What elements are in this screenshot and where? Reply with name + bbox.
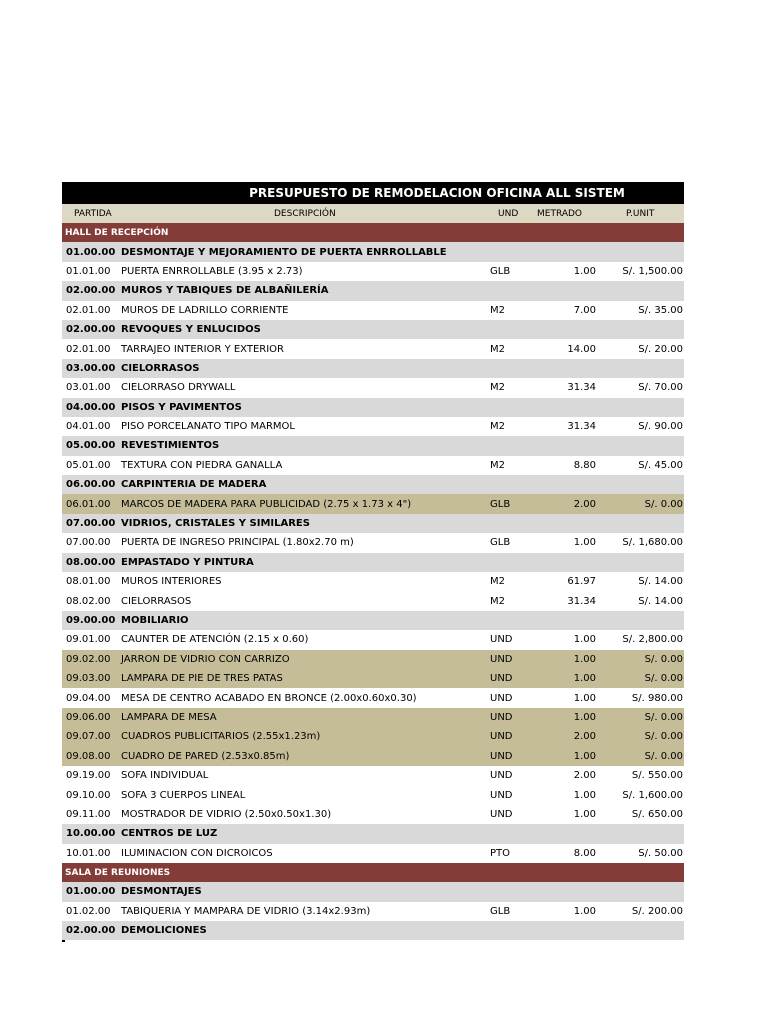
table-row xyxy=(62,747,684,766)
und-cell: UND xyxy=(490,750,513,762)
descripcion-cell: CIELORRASO DRYWALL xyxy=(121,382,236,394)
metrado-cell: 1.00 xyxy=(573,905,596,917)
partida-cell: SALA DE REUNIONES xyxy=(65,867,171,878)
partida-cell: 06.00.00 xyxy=(66,479,116,491)
descripcion-cell: CUADROS PUBLICITARIOS (2.55x1.23m) xyxy=(121,731,321,743)
sheet-title: PRESUPUESTO DE REMODELACION OFICINA ALL SISTEM xyxy=(249,186,625,200)
descripcion-cell: LAMPARA DE MESA xyxy=(121,711,217,723)
table-row xyxy=(62,669,684,688)
und-cell: UND xyxy=(490,808,513,820)
descripcion-cell: CIELORRASOS xyxy=(121,362,200,374)
descripcion-cell: ILUMINACION CON DICROICOS xyxy=(121,847,273,859)
descripcion-cell: TABIQUERIA Y MAMPARA DE VIDRIO (3.14x2.93m) xyxy=(121,905,371,917)
metrado-cell: 2.00 xyxy=(573,731,596,743)
partida-cell: 04.00.00 xyxy=(66,401,116,413)
group-row xyxy=(62,514,684,533)
und-cell: UND xyxy=(490,770,513,782)
punit-cell: S/. 650.00 xyxy=(631,808,683,820)
und-cell: UND xyxy=(490,634,513,646)
partida-cell: 09.08.00 xyxy=(66,750,111,762)
descripcion-cell: LAMPARA DE PIE DE TRES PATAS xyxy=(121,673,283,685)
table-row xyxy=(62,533,684,552)
descripcion-cell: REVESTIMIENTOS xyxy=(121,440,220,452)
und-cell: M2 xyxy=(490,343,505,355)
header-und: UND xyxy=(498,208,519,219)
metrado-cell: 1.00 xyxy=(573,789,596,801)
partida-cell: 09.03.00 xyxy=(66,673,111,685)
table-row xyxy=(62,785,684,804)
partida-cell: 04.01.00 xyxy=(66,421,111,433)
group-row xyxy=(62,882,684,901)
metrado-cell: 1.00 xyxy=(573,750,596,762)
punit-cell: S/. 35.00 xyxy=(638,304,683,316)
punit-cell: S/. 50.00 xyxy=(638,847,683,859)
partida-cell: 07.00.00 xyxy=(66,537,111,549)
metrado-cell: 1.00 xyxy=(573,537,596,549)
metrado-cell: 1.00 xyxy=(573,634,596,646)
metrado-cell: 7.00 xyxy=(573,304,596,316)
group-row xyxy=(62,398,684,417)
und-cell: UND xyxy=(490,692,513,704)
table-row xyxy=(62,301,684,320)
table-row xyxy=(62,339,684,358)
partida-cell: 08.01.00 xyxy=(66,576,111,588)
table-row xyxy=(62,591,684,610)
partida-cell: 06.01.00 xyxy=(66,498,111,510)
descripcion-cell: SOFA INDIVIDUAL xyxy=(121,770,209,782)
und-cell: GLB xyxy=(490,498,511,510)
partida-cell: 09.10.00 xyxy=(66,789,111,801)
descripcion-cell: MUROS INTERIORES xyxy=(121,576,222,588)
group-row xyxy=(62,320,684,339)
descripcion-cell: MARCOS DE MADERA PARA PUBLICIDAD (2.75 x 1.73 x 4") xyxy=(121,498,412,510)
metrado-cell: 14.00 xyxy=(567,343,596,355)
descripcion-cell: VIDRIOS, CRISTALES Y SIMILARES xyxy=(121,518,310,530)
partida-cell: 09.06.00 xyxy=(66,711,111,723)
und-cell: GLB xyxy=(490,265,511,277)
metrado-cell: 31.34 xyxy=(567,421,596,433)
punit-cell: S/. 2,800.00 xyxy=(622,634,683,646)
descripcion-cell: EMPASTADO Y PINTURA xyxy=(121,556,254,568)
descripcion-cell: CARPINTERIA DE MADERA xyxy=(121,479,267,491)
punit-cell: S/. 200.00 xyxy=(631,905,683,917)
descripcion-cell: MUROS DE LADRILLO CORRIENTE xyxy=(121,304,289,316)
punit-cell: S/. 14.00 xyxy=(638,595,683,607)
punit-cell: S/. 1,600.00 xyxy=(622,789,683,801)
metrado-cell: 2.00 xyxy=(573,770,596,782)
punit-cell: S/. 0.00 xyxy=(644,731,683,743)
table-row xyxy=(62,708,684,727)
descripcion-cell: MESA DE CENTRO ACABADO EN BRONCE (2.00x0.60x0.30) xyxy=(121,692,417,704)
und-cell: M2 xyxy=(490,459,505,471)
punit-cell: S/. 90.00 xyxy=(638,421,683,433)
metrado-cell: 61.97 xyxy=(567,576,596,588)
und-cell: UND xyxy=(490,711,513,723)
partida-cell: 02.01.00 xyxy=(66,343,111,355)
group-row xyxy=(62,436,684,455)
header-punit: P.UNIT xyxy=(626,208,655,219)
und-cell: M2 xyxy=(490,595,505,607)
table-row xyxy=(62,844,684,863)
descripcion-cell: CUADRO DE PARED (2.53x0.85m) xyxy=(121,750,290,762)
descripcion-cell: MOBILIARIO xyxy=(121,615,189,626)
descripcion-cell: REVOQUES Y ENLUCIDOS xyxy=(121,324,261,336)
group-row xyxy=(62,921,684,940)
und-cell: UND xyxy=(490,653,513,665)
partida-cell: 01.01.00 xyxy=(66,265,111,277)
punit-cell: S/. 20.00 xyxy=(638,343,683,355)
partida-cell: 03.01.00 xyxy=(66,382,111,394)
partida-cell: 07.00.00 xyxy=(66,518,116,530)
metrado-cell: 8.80 xyxy=(573,459,596,471)
punit-cell: S/. 0.00 xyxy=(644,673,683,685)
und-cell: M2 xyxy=(490,382,505,394)
partida-cell: 09.19.00 xyxy=(66,770,111,782)
metrado-cell: 31.34 xyxy=(567,595,596,607)
descripcion-cell: CIELORRASOS xyxy=(121,595,192,607)
descripcion-cell: CAUNTER DE ATENCIÓN (2.15 x 0.60) xyxy=(121,634,309,646)
partida-cell: 01.00.00 xyxy=(66,886,116,898)
descripcion-cell: TEXTURA CON PIEDRA GANALLA xyxy=(121,459,283,471)
partida-cell: 02.00.00 xyxy=(66,285,116,297)
descripcion-cell: PISOS Y PAVIMENTOS xyxy=(121,401,242,413)
metrado-cell: 1.00 xyxy=(573,673,596,685)
partida-cell: 09.00.00 xyxy=(66,615,116,626)
partida-cell: 09.11.00 xyxy=(66,808,111,820)
table-row xyxy=(62,378,684,397)
group-row xyxy=(62,824,684,843)
descripcion-cell: SOFA 3 CUERPOS LINEAL xyxy=(121,789,246,801)
table-row xyxy=(62,417,684,436)
partida-cell: 02.01.00 xyxy=(66,304,111,316)
descripcion-cell: DESMONTAJE Y MEJORAMIENTO DE PUERTA ENRROLLABLE xyxy=(121,246,447,258)
partida-cell: 10.00.00 xyxy=(66,828,116,840)
punit-cell: S/. 0.00 xyxy=(644,750,683,762)
section-header-row xyxy=(62,863,684,882)
metrado-cell: 1.00 xyxy=(573,711,596,723)
und-cell: M2 xyxy=(490,421,505,433)
partida-cell: 08.02.00 xyxy=(66,595,111,607)
partida-cell: 05.00.00 xyxy=(66,440,116,452)
partida-cell: 01.02.00 xyxy=(66,905,111,917)
und-cell: UND xyxy=(490,789,513,801)
group-row xyxy=(62,242,684,261)
column-header-row xyxy=(62,204,684,223)
partida-cell: 10.01.00 xyxy=(66,847,111,859)
table-row xyxy=(62,902,684,921)
section-header-row xyxy=(62,223,684,242)
group-row xyxy=(62,553,684,572)
punit-cell: S/. 980.00 xyxy=(631,692,683,704)
punit-cell: S/. 1,500.00 xyxy=(622,265,683,277)
budget-rows xyxy=(62,223,684,940)
table-row xyxy=(62,494,684,513)
header-descripcion: DESCRIPCIÓN xyxy=(274,208,336,219)
metrado-cell: 31.34 xyxy=(567,382,596,394)
und-cell: UND xyxy=(490,673,513,685)
descripcion-cell: JARRON DE VIDRIO CON CARRIZO xyxy=(121,653,290,665)
header-partida: PARTIDA xyxy=(74,208,112,219)
punit-cell: S/. 14.00 xyxy=(638,576,683,588)
descripcion-cell: CENTROS DE LUZ xyxy=(121,828,218,840)
metrado-cell: 1.00 xyxy=(573,265,596,277)
partida-cell: 03.00.00 xyxy=(66,362,116,374)
punit-cell: S/. 0.00 xyxy=(644,498,683,510)
und-cell: UND xyxy=(490,731,513,743)
group-row xyxy=(62,359,684,378)
metrado-cell: 2.00 xyxy=(573,498,596,510)
partida-cell: 02.00.00 xyxy=(66,925,116,937)
descripcion-cell: TARRAJEO INTERIOR Y EXTERIOR xyxy=(121,343,284,355)
table-row xyxy=(62,727,684,746)
metrado-cell: 1.00 xyxy=(573,653,596,665)
group-row xyxy=(62,281,684,300)
table-row xyxy=(62,805,684,824)
metrado-cell: 1.00 xyxy=(573,692,596,704)
partida-cell: 09.02.00 xyxy=(66,653,111,665)
partida-cell: 09.07.00 xyxy=(66,731,111,743)
und-cell: GLB xyxy=(490,905,511,917)
metrado-cell: 1.00 xyxy=(573,808,596,820)
descripcion-cell: MOSTRADOR DE VIDRIO (2.50x0.50x1.30) xyxy=(121,808,332,820)
punit-cell: S/. 1,680.00 xyxy=(622,537,683,549)
partida-cell: 09.01.00 xyxy=(66,634,111,646)
partida-cell: 01.00.00 xyxy=(66,246,116,258)
descripcion-cell: PUERTA DE INGRESO PRINCIPAL (1.80x2.70 m) xyxy=(121,537,354,549)
punit-cell: S/. 70.00 xyxy=(638,382,683,394)
partida-cell: 09.04.00 xyxy=(66,692,111,704)
descripcion-cell: PUERTA ENRROLLABLE (3.95 x 2.73) xyxy=(121,265,303,277)
table-row xyxy=(62,572,684,591)
table-row xyxy=(62,456,684,475)
und-cell: M2 xyxy=(490,304,505,316)
sheet-title-bar xyxy=(62,182,684,204)
descripcion-cell: DEMOLICIONES xyxy=(121,925,207,937)
metrado-cell: 8.00 xyxy=(573,847,596,859)
group-row xyxy=(62,475,684,494)
table-row xyxy=(62,630,684,649)
und-cell: GLB xyxy=(490,537,511,549)
partida-cell: 02.00.00 xyxy=(66,324,116,336)
descripcion-cell: MUROS Y TABIQUES DE ALBAÑILERÍA xyxy=(121,285,329,297)
header-metrado: METRADO xyxy=(537,208,583,219)
budget-sheet xyxy=(62,182,684,940)
punit-cell: S/. 0.00 xyxy=(644,653,683,665)
partida-cell: 08.00.00 xyxy=(66,556,116,568)
partida-cell: HALL DE RECEPCIÓN xyxy=(65,227,169,238)
und-cell: PTO xyxy=(490,847,511,859)
punit-cell: S/. 0.00 xyxy=(644,711,683,723)
table-row xyxy=(62,766,684,785)
punit-cell: S/. 550.00 xyxy=(631,770,683,782)
descripcion-cell: PISO PORCELANATO TIPO MARMOL xyxy=(121,421,295,433)
table-row xyxy=(62,650,684,669)
group-row xyxy=(62,611,684,630)
table-row xyxy=(62,262,684,281)
punit-cell: S/. 45.00 xyxy=(638,459,683,471)
partida-cell: 05.01.00 xyxy=(66,459,111,471)
descripcion-cell: DESMONTAJES xyxy=(121,886,202,898)
und-cell: M2 xyxy=(490,576,505,588)
table-row xyxy=(62,688,684,707)
